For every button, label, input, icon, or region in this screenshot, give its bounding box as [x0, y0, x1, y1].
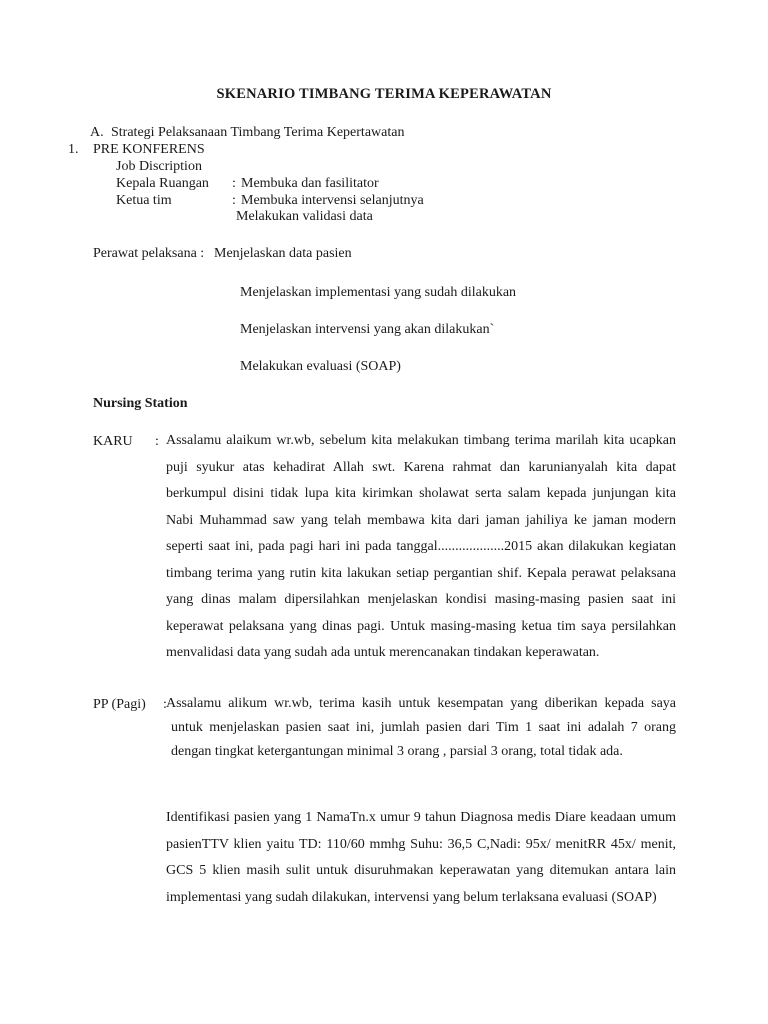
role-label-ketua-tim: Ketua tim	[116, 193, 172, 208]
item-1-marker: 1.	[68, 142, 79, 157]
perawat-task: Menjelaskan data pasien	[214, 246, 352, 261]
karu-colon: :	[155, 434, 159, 449]
pp-paragraph: Assalamu alikum wr.wb, terima kasih untuk kesempatan yang diberikan kepada saya untuk menjelaskan pasien saat ini, jumlah pasien dari Tim 1 saat ini adalah 7 orang dengan tingkat ketergantungan minimal 3 orang , parsial 3 orang, total tidak ada.	[166, 696, 676, 759]
karu-label: KARU	[93, 434, 133, 449]
job-description-label: Job Discription	[116, 159, 202, 174]
karu-paragraph: Assalamu alaikum wr.wb, sebelum kita melakukan timbang terima marilah kita ucapkan puji syukur atas kehadirat Allah swt. Karena rahmat dan karunianyalah kita dapat berkumpul disini tidak lupa kita kirimkan sholawat serta salam kepada junjungan kita Nabi Muhammad saw yang telah membawa kita dari jaman jahiliya ke jaman modern seperti saat ini, pada pagi hari ini pada tanggal...................2015 akan dilakukan kegiatan timbang terima yang rutin kita lakukan setiap pergantian shif. Kepala perawat pelaksana yang dinas malam dipersilahkan menjelaskan kondisi masing-masing pasien saat ini keperawat pelaksana yang dinas pagi. Untuk masing-masing ketua tim saya persilahkan menvalidasi data yang sudah ada untuk merencanakan tindakan keperawatan.	[166, 433, 676, 660]
perawat-task: Melakukan evaluasi (SOAP)	[240, 359, 401, 374]
document-title: SKENARIO TIMBANG TERIMA KEPERAWATAN	[216, 86, 552, 102]
perawat-pelaksana-label: Perawat pelaksana :	[93, 246, 205, 261]
item-1-heading: PRE KONFERENS	[93, 142, 205, 157]
role-colon: :	[232, 176, 236, 191]
perawat-task: Menjelaskan intervensi yang akan dilakukan`	[240, 322, 495, 337]
pp-colon: :	[163, 697, 167, 712]
role-text-ketua-tim: Membuka intervensi selanjutnya	[241, 193, 424, 208]
nursing-station-heading: Nursing Station	[93, 396, 188, 411]
role-label-kepala-ruangan: Kepala Ruangan	[116, 176, 209, 191]
perawat-task: Menjelaskan implementasi yang sudah dilakukan	[240, 285, 517, 300]
ketua-tim-extra-task: Melakukan validasi data	[236, 209, 373, 224]
role-colon: :	[232, 193, 236, 208]
pp-label: PP (Pagi)	[93, 697, 146, 712]
section-a-marker: A.	[90, 125, 104, 140]
role-text-kepala-ruangan: Membuka dan fasilitator	[241, 176, 379, 191]
pp-identification-paragraph: Identifikasi pasien yang 1 NamaTn.x umur 9 tahun Diagnosa medis Diare keadaan umum pasienTTV klien yaitu TD: 110/60 mmhg Suhu: 36,5 C,Nadi: 95x/ menitRR 45x/ menit, GCS 5 klien masih sulit untuk disuruhmakan keperawatan yang ditemukan antara lain implementasi yang sudah dilakukan, intervensi yang belum terlaksana evaluasi (SOAP)	[166, 810, 676, 905]
section-a-heading: Strategi Pelaksanaan Timbang Terima Kepertawatan	[111, 125, 405, 140]
